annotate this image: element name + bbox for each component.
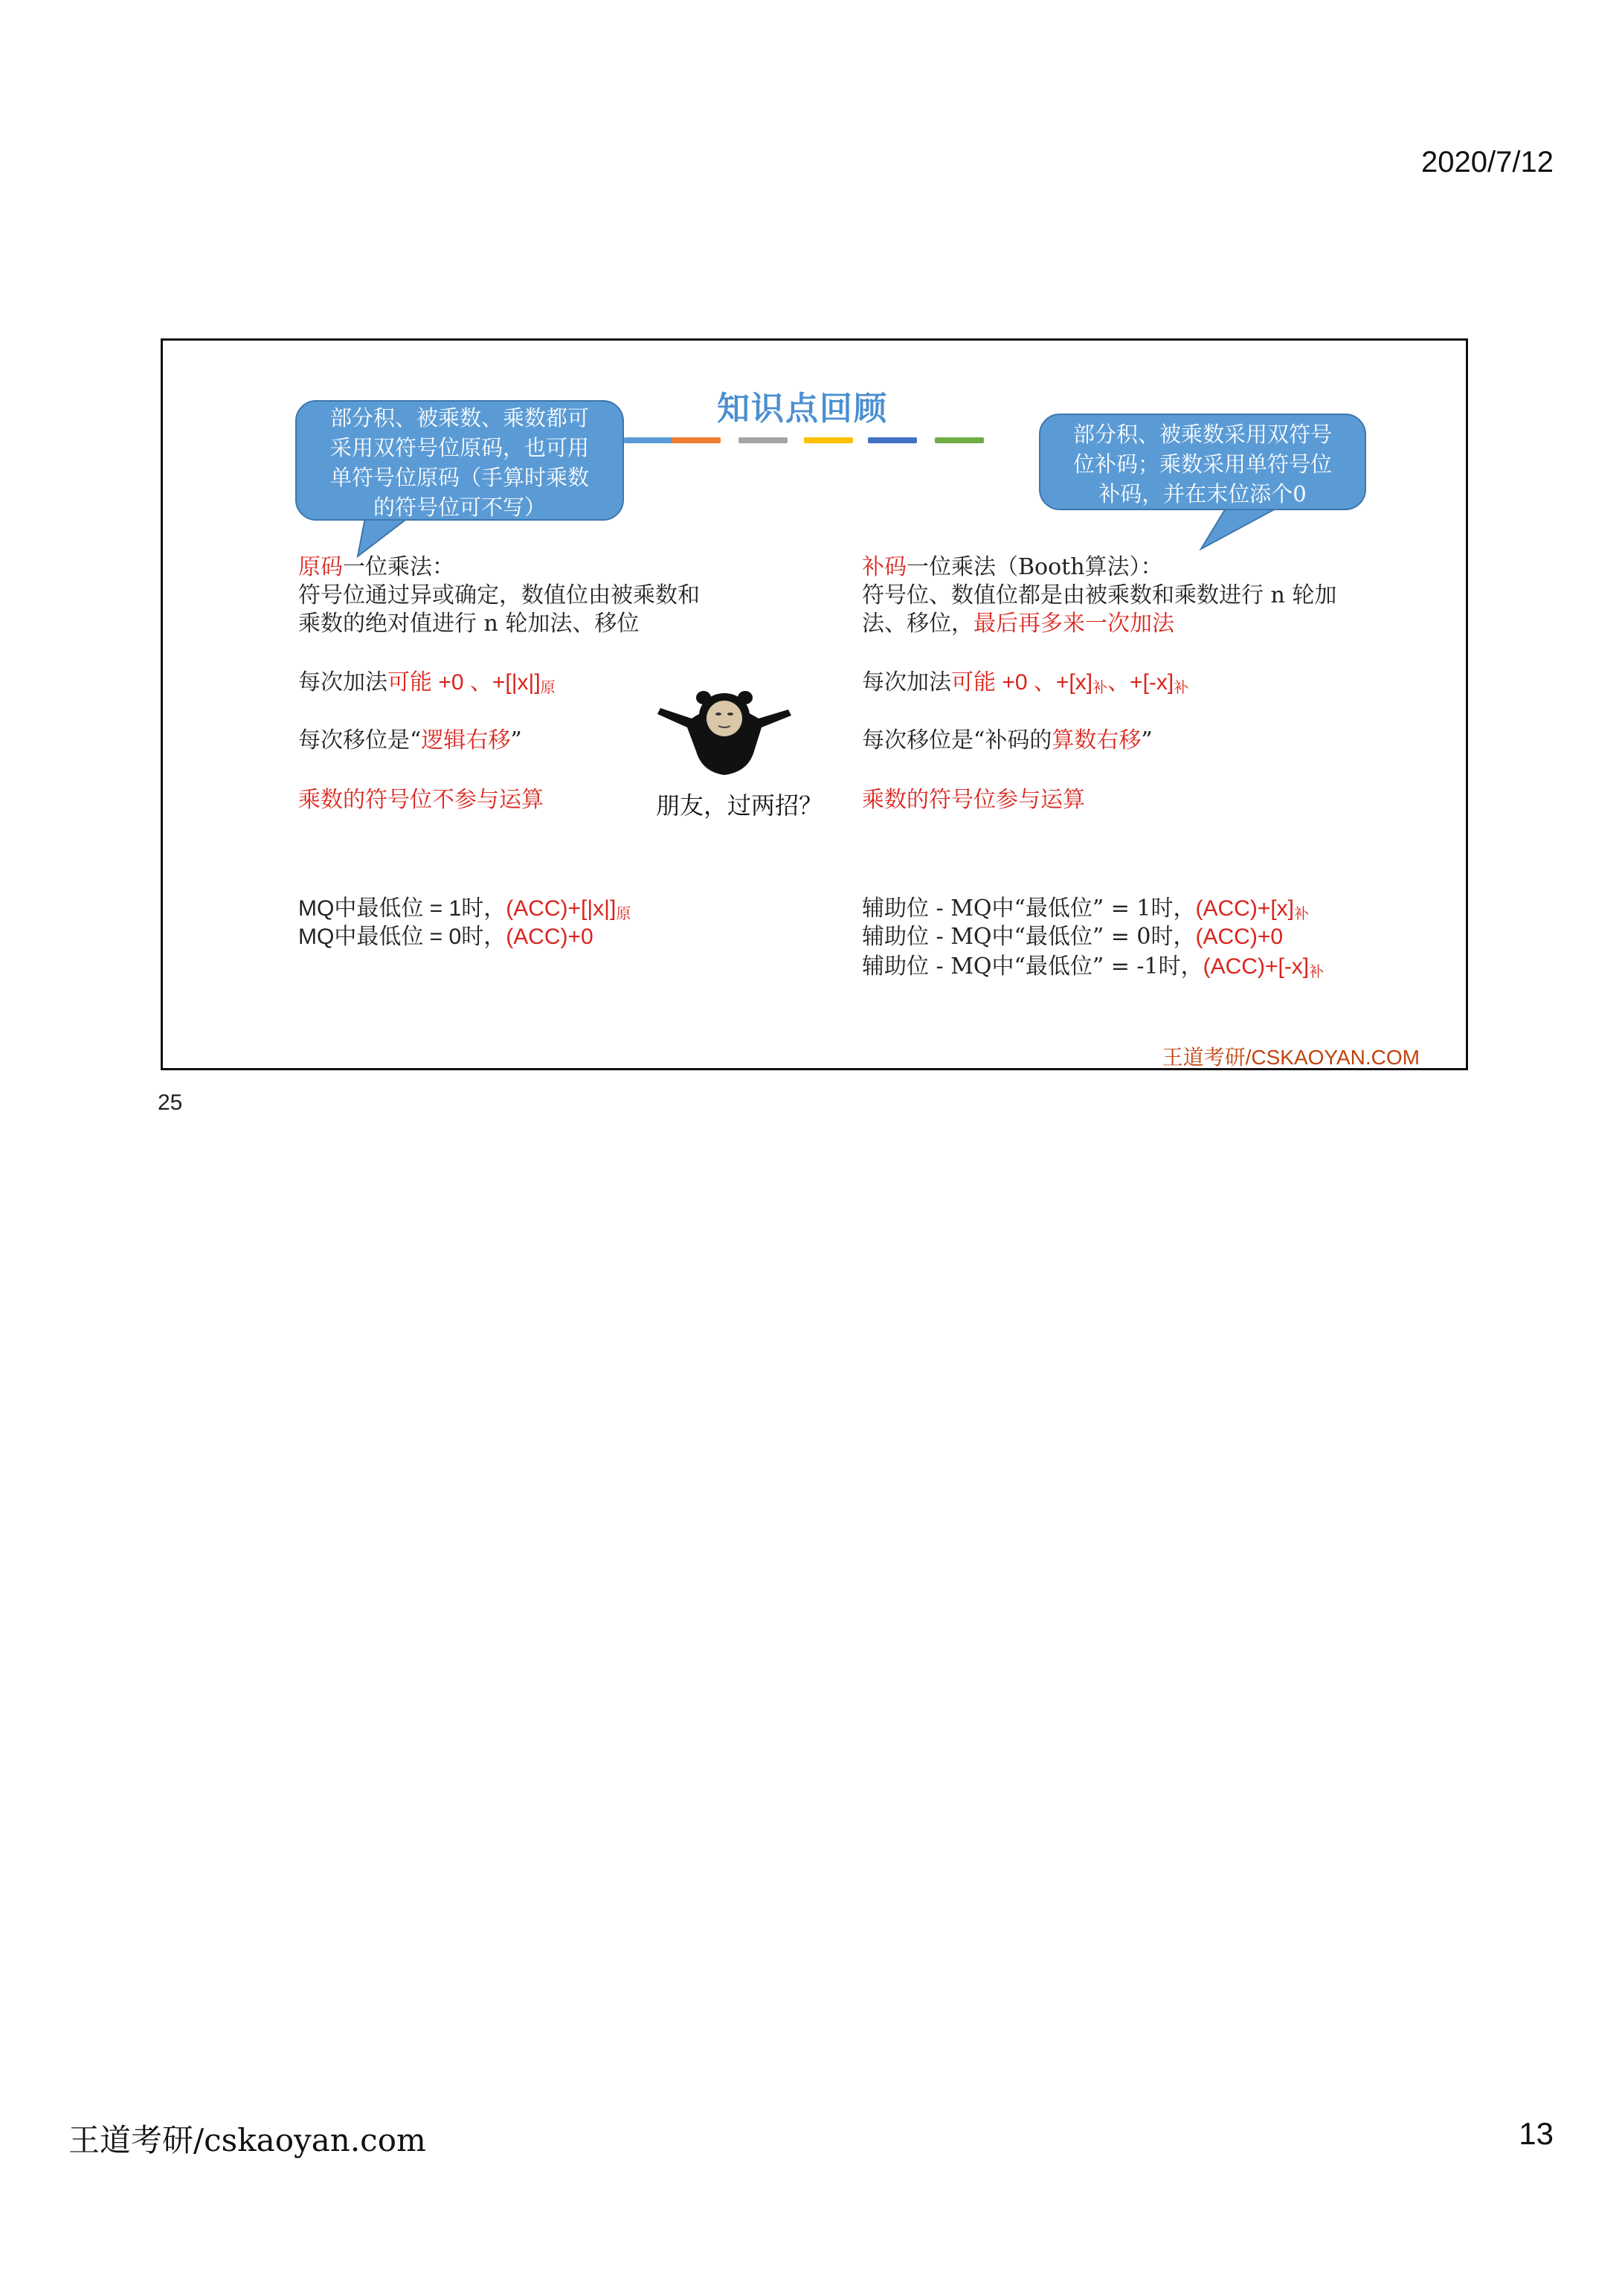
left-desc-1: 符号位通过异或确定，数值位由被乘数和 <box>298 582 700 608</box>
color-bar-1 <box>624 437 673 443</box>
bubble-left-line-2: 采用双符号位原码，也可用 <box>329 435 589 460</box>
panda-meme-image <box>650 684 799 781</box>
color-bar-5 <box>868 437 917 443</box>
callout-bubble-right <box>1039 414 1366 510</box>
right-aux0-prefix: 辅助位 - MQ中“最低位” = 0时， <box>862 924 1196 950</box>
left-heading <box>298 553 454 582</box>
right-shift-red: 算数右移 <box>1052 727 1142 753</box>
right-add-line <box>862 668 1188 702</box>
left-desc-2: 乘数的绝对值进行 n 轮加法、移位 <box>298 611 640 637</box>
left-mq0-line <box>298 922 593 952</box>
right-shift-suffix: ” <box>1141 727 1153 753</box>
right-auxm1-line <box>862 952 1324 986</box>
right-desc-2-prefix: 法、移位， <box>862 611 973 637</box>
right-add-red-2: 、+[-x] <box>1107 670 1174 695</box>
bubble-left-line-3: 单符号位原码（手算时乘数 <box>329 465 589 490</box>
left-mq1-sub: 原 <box>616 904 631 922</box>
right-shift-prefix: 每次移位是“补码的 <box>862 727 1052 753</box>
bubble-right-line-1: 部分积、被乘数采用双符号 <box>1072 422 1332 447</box>
color-bar-2 <box>672 437 721 443</box>
right-shift-line <box>862 726 1153 756</box>
bubble-left-line-4: 的符号位可不写） <box>373 495 546 520</box>
left-mq1-red: (ACC)+[|x|] <box>506 896 617 921</box>
slide-number: 25 <box>158 1090 183 1115</box>
right-add-sub-2: 补 <box>1174 678 1189 696</box>
callout-bubble-left <box>295 400 624 521</box>
left-add-red: 可能 +0 、+[|x|] <box>387 670 541 695</box>
right-heading-rest: 一位乘法（Booth算法）： <box>907 554 1163 580</box>
left-heading-red: 原码 <box>298 554 343 580</box>
right-aux1-prefix: 辅助位 - MQ中“最低位” = 1时， <box>862 895 1196 922</box>
right-desc-2-red: 最后再多来一次加法 <box>973 611 1174 637</box>
color-bar-3 <box>738 437 788 443</box>
color-bar-4 <box>804 437 853 443</box>
slide-watermark-logo: 王道考研/CSKAOYAN.COM <box>1162 1046 1420 1069</box>
left-shift-line <box>298 726 522 756</box>
right-aux1-red: (ACC)+[x] <box>1195 896 1295 921</box>
right-auxm1-prefix: 辅助位 - MQ中“最低位” = -1时， <box>862 954 1203 980</box>
right-add-red-1: 可能 +0 、+[x] <box>951 670 1093 695</box>
left-add-prefix: 每次加法 <box>298 669 387 695</box>
left-add-line <box>298 668 556 702</box>
page-date: 2020/7/12 <box>1421 146 1554 179</box>
right-sign-note: 乘数的符号位参与运算 <box>862 787 1085 813</box>
left-mq0-prefix: MQ中最低位 = 0时， <box>298 924 506 949</box>
right-aux1-sub: 补 <box>1294 904 1310 922</box>
right-desc-2 <box>862 609 1174 639</box>
left-add-sub: 原 <box>540 678 556 696</box>
bubble-right-line-2: 位补码；乘数采用单符号位 <box>1072 451 1332 477</box>
left-mq1-prefix: MQ中最低位 = 1时， <box>298 896 506 921</box>
footer-page-number: 13 <box>1519 2116 1554 2151</box>
left-mq0-red: (ACC)+0 <box>506 924 593 949</box>
right-add-prefix: 每次加法 <box>862 669 951 695</box>
footer-site-name: 王道考研/cskaoyan.com <box>68 2122 426 2158</box>
panda-caption: 朋友，过两招？ <box>656 791 823 820</box>
bubble-left-line-1: 部分积、被乘数、乘数都可 <box>329 405 589 431</box>
left-shift-suffix: ” <box>510 727 522 753</box>
right-auxm1-red: (ACC)+[-x] <box>1203 954 1310 979</box>
right-add-sub-1: 补 <box>1092 678 1108 696</box>
slide-title: 知识点回顾 <box>717 390 888 428</box>
left-heading-rest: 一位乘法： <box>343 554 454 580</box>
right-desc-1: 符号位、数值位都是由被乘数和乘数进行 n 轮加 <box>862 582 1337 608</box>
right-aux0-red: (ACC)+0 <box>1195 924 1284 949</box>
color-bar-6 <box>935 437 984 443</box>
right-aux0-line <box>862 922 1283 952</box>
right-heading <box>862 553 1163 582</box>
slide-frame <box>161 338 1468 1070</box>
left-shift-prefix: 每次移位是“ <box>298 727 422 753</box>
right-auxm1-sub: 补 <box>1309 962 1325 980</box>
left-shift-red: 逻辑右移 <box>421 727 511 753</box>
right-heading-red: 补码 <box>862 554 907 580</box>
bubble-right-line-3: 补码，并在末位添个0 <box>1098 481 1307 507</box>
left-sign-note: 乘数的符号位不参与运算 <box>298 787 544 813</box>
bubble-right-tail <box>163 341 170 348</box>
